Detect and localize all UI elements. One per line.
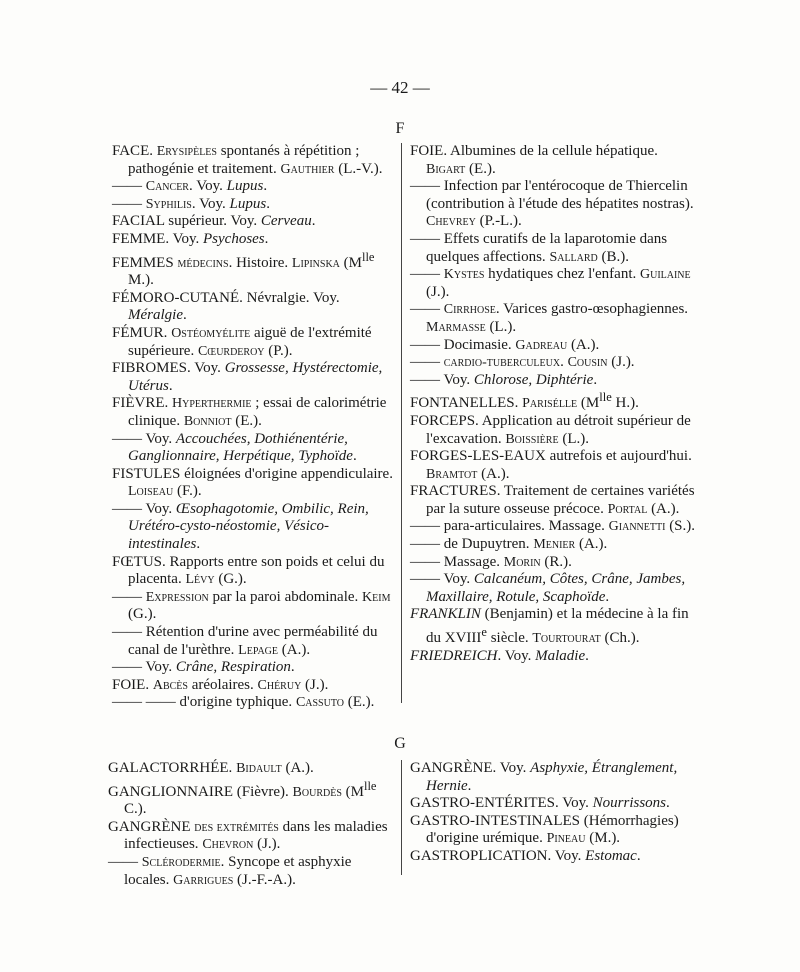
index-entry: —— Rétention d'urine avec perméabilité du canal de l'urèthre. Lepage (A.). bbox=[112, 624, 378, 658]
index-entry: FONTANELLES. Parisélle ($M^{lle}$ H.). bbox=[410, 390, 639, 412]
index-entry: FEMME. Voy. Psychoses. bbox=[112, 230, 269, 247]
g-left-column bbox=[108, 760, 394, 889]
index-entry: FACE. Erysipèles spontanés à répétition ; pathogénie et traitement. Gauthier (L.-V.). bbox=[112, 143, 383, 177]
index-entry: GASTROPLICATION. Voy. Estomac. bbox=[410, 847, 641, 864]
f-right-column bbox=[410, 143, 696, 665]
column-divider-g bbox=[401, 760, 402, 875]
index-entry: —— Cancer. Voy. Lupus. bbox=[112, 178, 268, 195]
index-entry: GANGLIONNAIRE (Fièvre). Bourdès ($M^{lle}$ C.). bbox=[108, 778, 377, 818]
index-entry: FRACTURES. Traitement de certaines variétés par la suture osseuse précoce. Portal (A.). bbox=[410, 483, 695, 517]
index-entry: GANGRÈNE. Voy. Asphyxie, Étranglement, Hernie. bbox=[410, 760, 678, 794]
index-entry: —— Voy. Accouchées, Dothiénentérie, Ganglionnaire, Herpétique, Typhoïde. bbox=[112, 430, 357, 465]
section-letter-g: G bbox=[394, 735, 406, 752]
index-entry: FORCEPS. Application au détroit supérieur de l'excavation. Boissière (L.). bbox=[410, 412, 691, 447]
index-entry: FRIEDREICH. Voy. Maladie. bbox=[410, 647, 589, 664]
index-entry: FEMMES médecins. Histoire. Lipinska ($M^{lle}$ M.). bbox=[112, 249, 375, 289]
page-number: — 42 — bbox=[370, 78, 430, 97]
index-entry: GASTRO-INTESTINALES (Hémorrhagies) d'origine urémique. Pineau (M.). bbox=[410, 812, 679, 847]
index-entry: —— Cirrhose. Varices gastro-œsophagiennes. Marmasse (L.). bbox=[410, 301, 689, 335]
index-entry: FÉMORO-CUTANÉ. Névralgie. Voy. Méralgie. bbox=[112, 289, 340, 324]
index-entry: FORGES-LES-EAUX autrefois et aujourd'hui. Bramtot (A.). bbox=[410, 448, 692, 482]
index-entry: GASTRO-ENTÉRITES. Voy. Nourrissons. bbox=[410, 795, 670, 812]
index-entry: —— Voy. Crâne, Respiration. bbox=[112, 659, 295, 676]
index-entry: FIBROMES. Voy. Grossesse, Hystérectomie, Utérus. bbox=[112, 360, 383, 394]
index-entry: FÉMUR. Ostéomyélite aiguë de l'extrémité supérieure. Cœurderoy (P.). bbox=[112, 324, 372, 359]
index-entry: —— Sclérodermie. Syncope et asphyxie locales. Garrigues (J.-F.-A.). bbox=[108, 853, 352, 888]
index-entry: —— cardio-tuberculeux. Cousin (J.). bbox=[410, 354, 635, 371]
index-entry: FOIE. Albumines de la cellule hépatique. Bigart (E.). bbox=[410, 143, 658, 177]
index-entry: —— Voy. Œsophagotomie, Ombilic, Rein, Urétéro-cysto-néostomie, Vésico-intestinales. bbox=[112, 500, 369, 553]
index-entry: —— —— d'origine typhique. Cassuto (E.). bbox=[112, 694, 375, 711]
index-entry: FISTULES éloignées d'origine appendiculaire. Loiseau (F.). bbox=[112, 465, 393, 500]
index-entry: —— Voy. Calcanéum, Côtes, Crâne, Jambes, Maxillaire, Rotule, Scaphoïde. bbox=[410, 571, 686, 605]
index-entry: —— Expression par la paroi abdominale. Keim (G.). bbox=[112, 588, 391, 623]
index-entry: GALACTORRHÉE. Bidault (A.). bbox=[108, 760, 314, 776]
index-entry: —— de Dupuytren. Menier (A.). bbox=[410, 536, 608, 553]
index-entry: FŒTUS. Rapports entre son poids et celui du placenta. Lévy (G.). bbox=[112, 553, 385, 588]
index-entry: FRANKLIN (Benjamin) et la médecine à la fin du XVIIIe siècle. Tourtourat (Ch.). bbox=[410, 606, 689, 647]
index-entry: —— para-articulaires. Massage. Giannetti (S.). bbox=[410, 518, 696, 535]
g-right-column bbox=[410, 760, 696, 866]
index-entry: FIÈVRE. Hyperthermie ; essai de calorimétrie clinique. Bonniot (E.). bbox=[112, 395, 387, 429]
section-letter-f: F bbox=[395, 120, 405, 137]
f-left-column bbox=[112, 143, 394, 712]
index-entry: —— Docimasie. Gadreau (A.). bbox=[410, 336, 600, 353]
index-entry: —— Infection par l'entérocoque de Thiercelin (contribution à l'étude des hépatites nostras). Chevrey (P.-L.). bbox=[410, 178, 694, 230]
index-entry: GANGRÈNE des extrémités dans les maladies infectieuses. Chevron (J.). bbox=[108, 818, 388, 853]
index-entry: —— Massage. Morin (R.). bbox=[410, 553, 572, 570]
index-entry: —— Kystes hydatiques chez l'enfant. Guilaine (J.). bbox=[410, 266, 691, 300]
index-entry: FACIAL supérieur. Voy. Cerveau. bbox=[112, 213, 316, 230]
index-entry: —— Syphilis. Voy. Lupus. bbox=[112, 195, 270, 212]
column-divider bbox=[401, 143, 402, 703]
index-entry: —— Voy. Chlorose, Diphtérie. bbox=[410, 371, 598, 388]
index-entry: FOIE. Abcès aréolaires. Chéruy (J.). bbox=[112, 676, 329, 693]
index-entry: —— Effets curatifs de la laparotomie dans quelques affections. Sallard (B.). bbox=[410, 230, 668, 265]
